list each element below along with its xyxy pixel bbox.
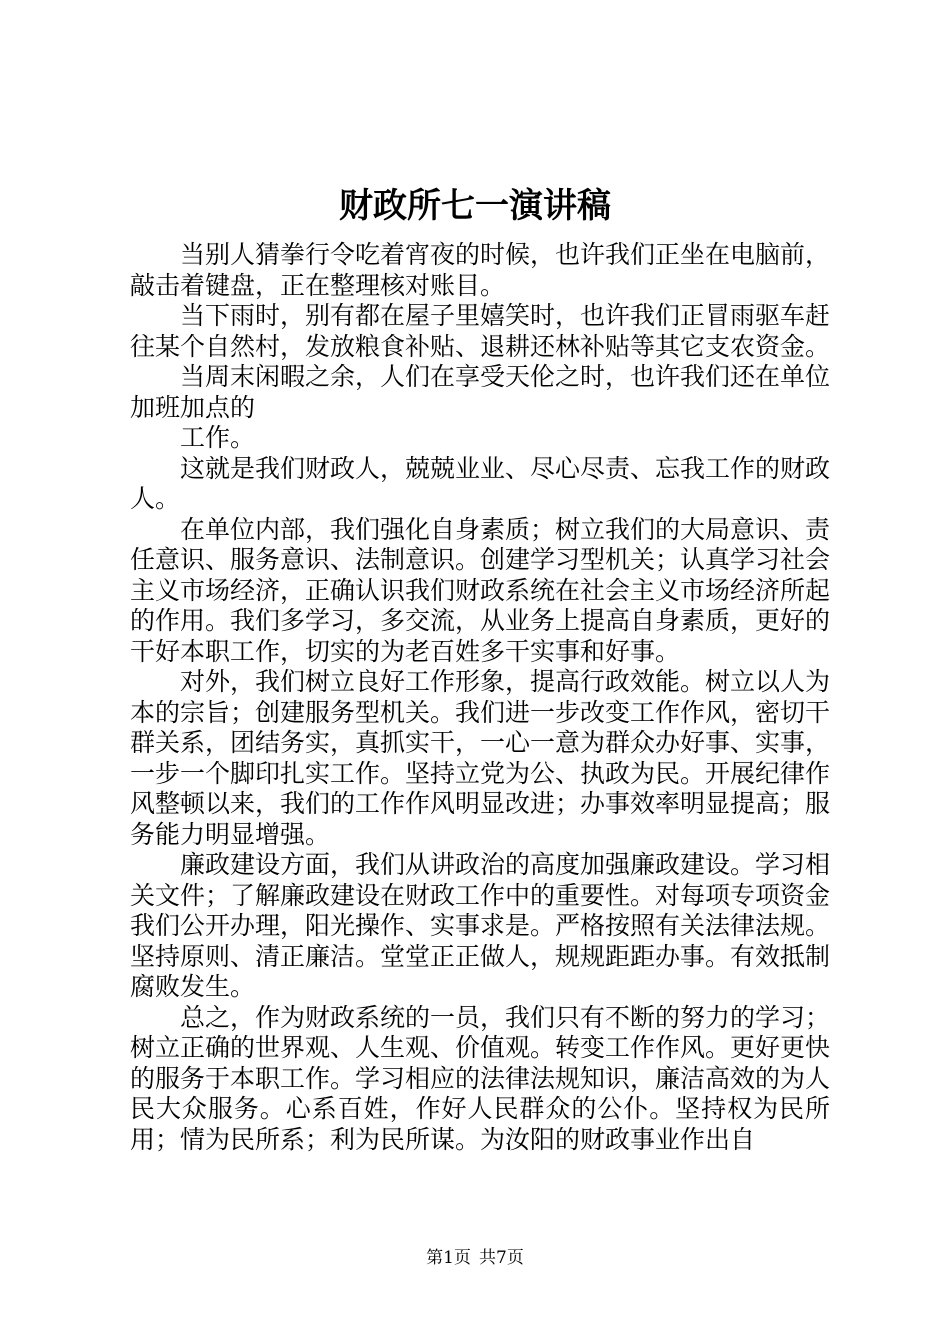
paragraph: 工作。: [180, 423, 256, 452]
page-total: 共7页: [479, 1248, 524, 1268]
paragraph: 总之，作为财政系统的一员，我们只有不断的努力的学习；树立正确的世界观、人生观、价值观。转变工作作风。更好更快的服务于本职工作。学习相应的法律法规知识，廉洁高效的为人民大众服务。心系百姓，作好人民群众的公仆。坚持权为民所用；情为民所系；利为民所谋。为汝阳的财政事业作出自: [130, 1002, 831, 1154]
document-title: 财政所七一演讲稿: [339, 186, 611, 226]
paragraph: 廉政建设方面，我们从讲政治的高度加强廉政建设。学习相关文件；了解廉政建设在财政工作中的重要性。对每项专项资金我们公开办理，阳光操作、实事求是。严格按照有关法律法规。坚持原则、清正廉洁。堂堂正正做人，规规距距办事。有效抵制腐败发生。: [130, 850, 831, 1001]
paragraph: 对外，我们树立良好工作形象，提高行政效能。树立以人为本的宗旨；创建服务型机关。我们进一步改变工作作风，密切干群关系，团结务实，真抓实干，一心一意为群众办好事、实事，一步一个脚印扎实工作。坚持立党为公、执政为民。开展纪律作风整顿以来，我们的工作作风明显改进；办事效率明显提高；服务能力明显增强。: [130, 667, 831, 849]
paragraph: 当别人猜拳行令吃着宵夜的时候，也许我们正坐在电脑前，敲击着键盘，正在整理核对账目。: [130, 240, 831, 300]
page-number: 第1页: [426, 1248, 471, 1268]
paragraph: 在单位内部，我们强化自身素质；树立我们的大局意识、责任意识、服务意识、法制意识。创建学习型机关；认真学习社会主义市场经济，正确认识我们财政系统在社会主义市场经济所起的作用。我们多学习，多交流，从业务上提高自身素质，更好的干好本职工作，切实的为老百姓多干实事和好事。: [130, 514, 831, 666]
page-footer: [0, 1243, 950, 1268]
paragraph: 当下雨时，别有都在屋子里嬉笑时，也许我们正冒雨驱车赶往某个自然村，发放粮食补贴、退耕还林补贴等其它支农资金。: [130, 301, 831, 361]
document-body: [130, 240, 830, 1155]
paragraph: 这就是我们财政人，兢兢业业、尽心尽责、忘我工作的财政人。: [130, 453, 831, 513]
paragraph: 当周末闲暇之余，人们在享受天伦之时，也许我们还在单位加班加点的: [130, 362, 831, 422]
